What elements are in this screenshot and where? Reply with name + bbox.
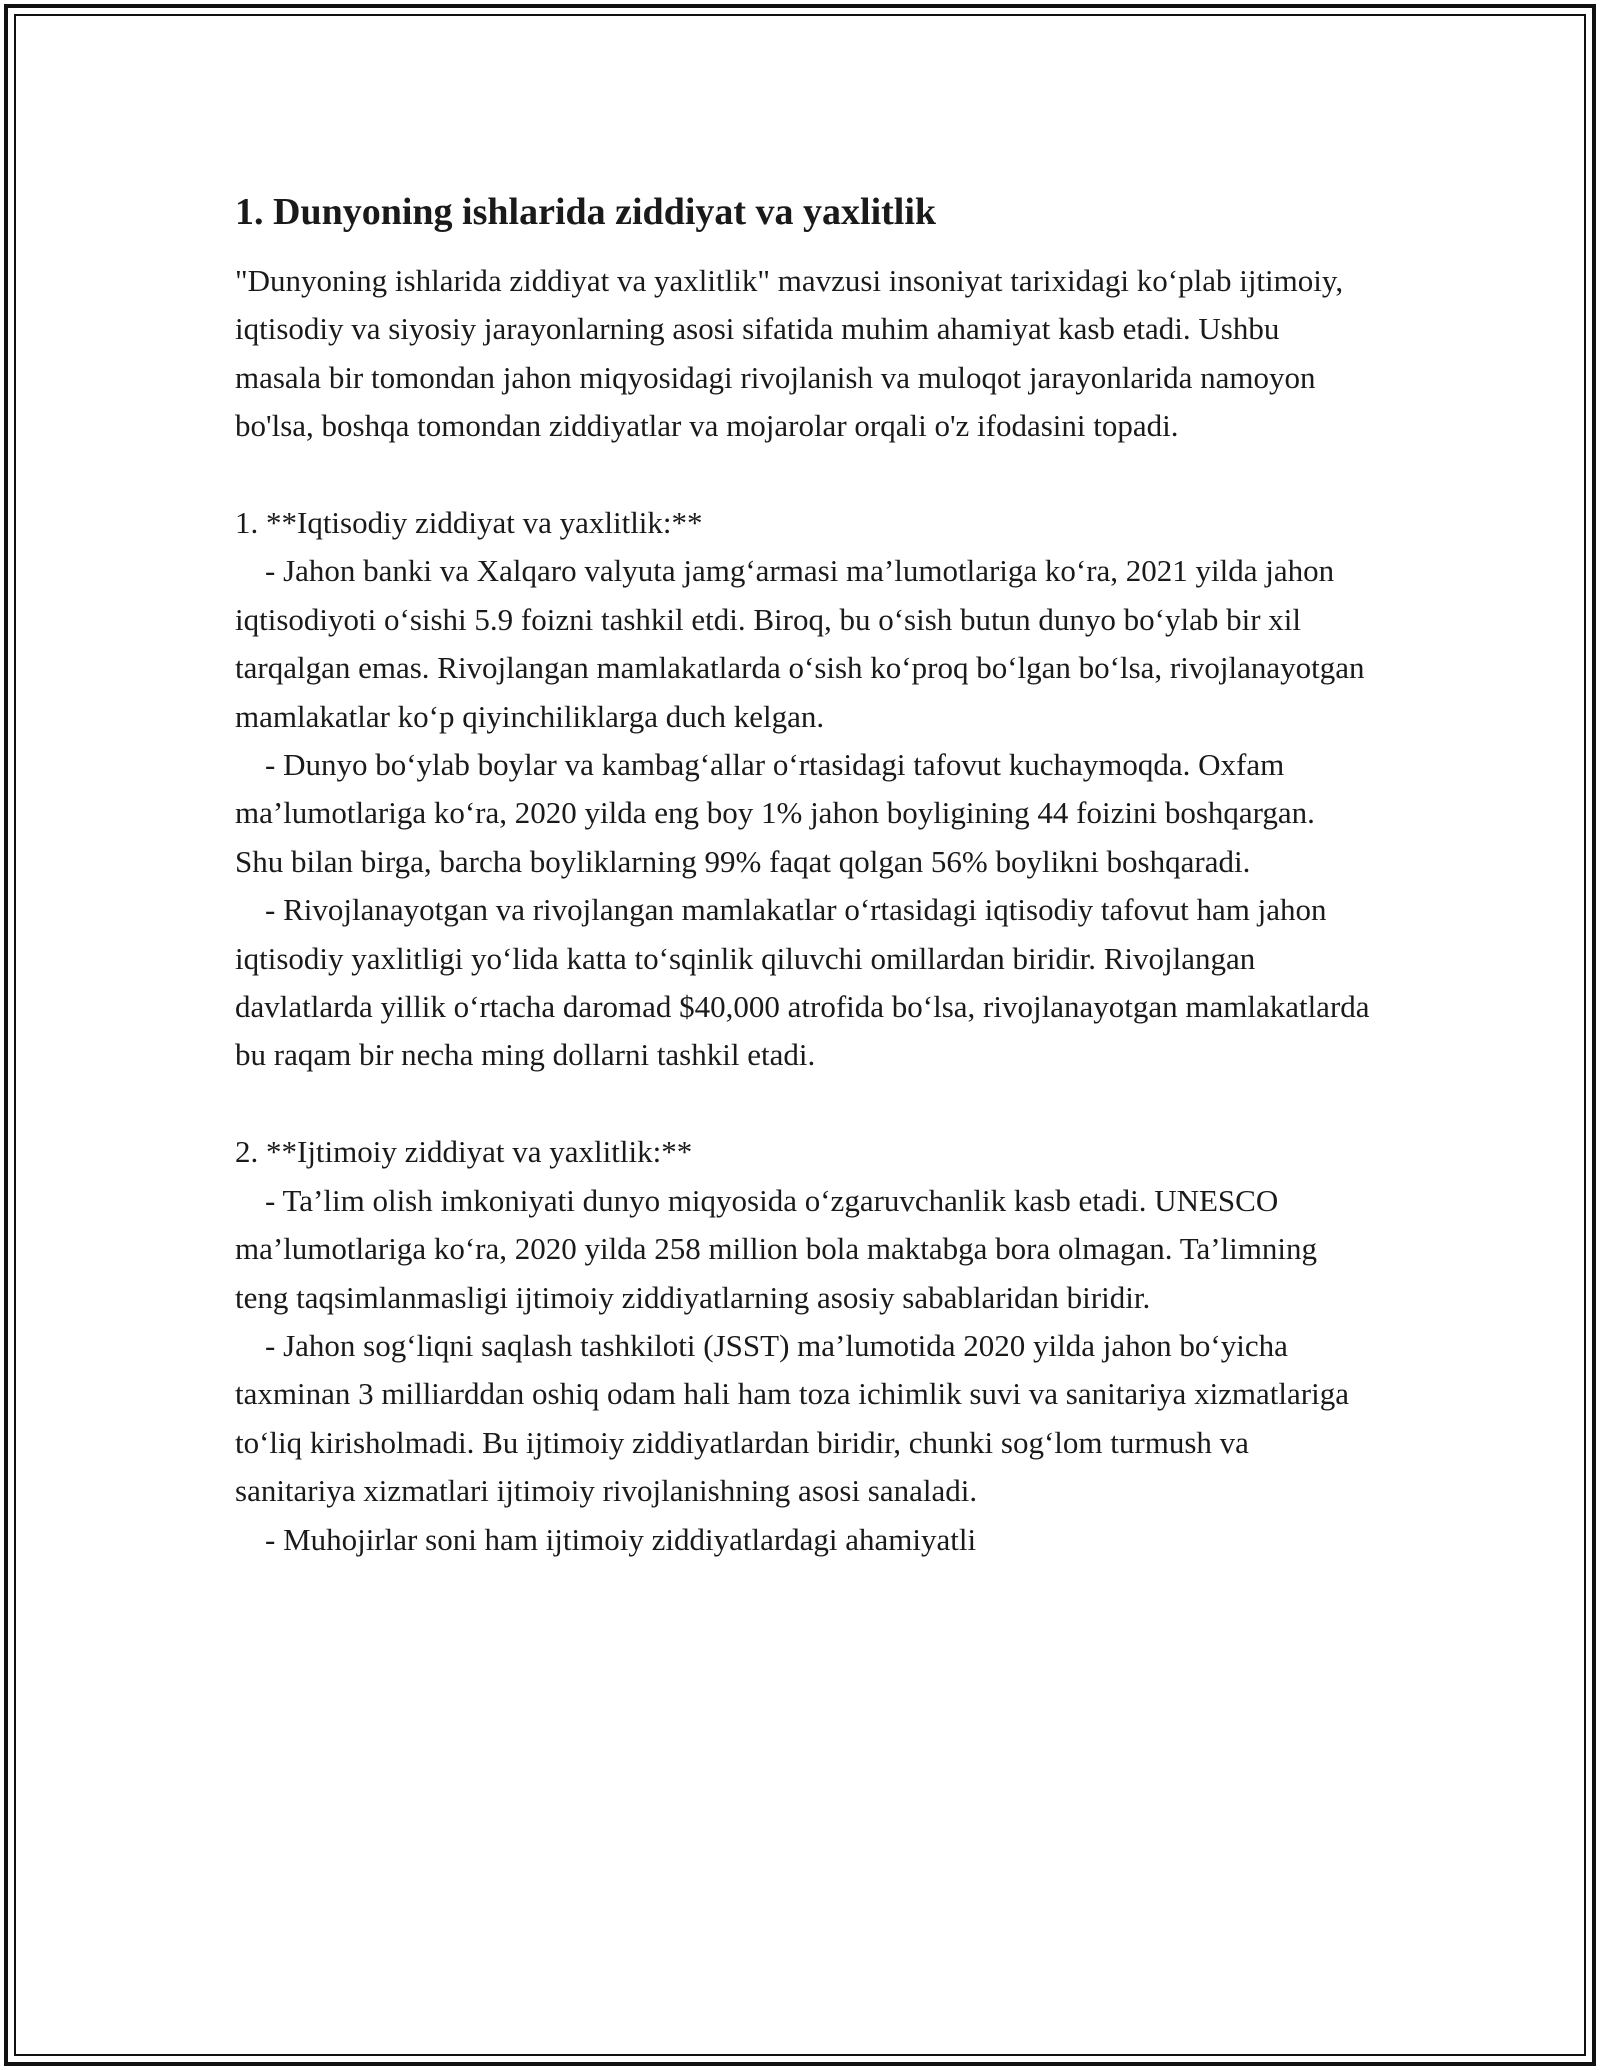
list-item: - Rivojlanayotgan va rivojlangan mamlakatlar o‘rtasidagi iqtisodiy tafovut ham jahon iqtisodiy yaxlitligi yo‘lida katta to‘sqinlik qiluvchi omillardan biridir. Rivojlangan davlatlarda yillik o‘rtacha daromad $40,000 atrofida bo‘lsa, rivojlanayotgan mamlakatlarda bu raqam bir necha ming dollarni tashkil etadi. (235, 892, 1370, 1073)
list-item: - Muhojirlar soni ham ijtimoiy ziddiyatlardagi ahamiyatli (265, 1521, 977, 1557)
list-item: - Ta’lim olish imkoniyati dunyo miqyosida o‘zgaruvchanlik kasb etadi. UNESCO ma’lumotlariga ko‘ra, 2020 yilda 258 million bola maktabga bora olmagan. Ta’limning teng taqsimlanmasligi ijtimoiy ziddiyatlarning asosiy sabablaridan biridir. (235, 1182, 1318, 1315)
list-item: - Dunyo bo‘ylab boylar va kambag‘allar o‘rtasidagi tafovut kuchaymoqda. Oxfam ma’lumotlariga ko‘ra, 2020 yilda eng boy 1% jahon boyligining 44 foizini boshqargan. Shu bilan birga, barcha boyliklarning 99% faqat qolgan 56% boylikni boshqaradi. (235, 747, 1315, 879)
list-item: - Jahon sog‘liqni saqlash tashkiloti (JSST) ma’lumotida 2020 yilda jahon bo‘yicha taxminan 3 milliarddan oshiq odam hali ham toza ichimlik suvi va sanitariya xizmatlariga to‘liq kirisholmadi. Bu ijtimoiy ziddiyatlardan biridir, chunki sog‘lom turmush va sanitariya xizmatlari ijtimoiy rivojlanishning asosi sanaladi. (235, 1327, 1349, 1509)
paragraph-spacer (235, 1080, 1370, 1128)
document-title: 1. Dunyoning ishlarida ziddiyat va yaxlitlik (235, 191, 937, 233)
section-heading-social: 2. **Ijtimoiy ziddiyat va yaxlitlik:** (235, 1134, 693, 1170)
intro-paragraph: "Dunyoning ishlarida ziddiyat va yaxlitlik" mavzusi insoniyat tarixidagi ko‘plab ijtimoiy, iqtisodiy va siyosiy jarayonlarning asosi sifatida muhim ahamiyat kasb etadi. Ushbu masala bir tomondan jahon miqyosidagi rivojlanish va muloqot jarayonlarida namoyon bo'lsa, boshqa tomondan ziddiyatlar va mojarolar orqali o'z ifodasini topadi. (235, 263, 1344, 444)
list-item: - Jahon banki va Xalqaro valyuta jamg‘armasi ma’lumotlariga ko‘ra, 2021 yilda jahon iqtisodiyoti o‘sishi 5.9 foizni tashkil etdi. Biroq, bu o‘sish butun dunyo bo‘ylab bir xil tarqalgan emas. Rivojlangan mamlakatlarda o‘sish ko‘proq bo‘lgan bo‘lsa, rivojlanayotgan mamlakatlar ko‘p qiyinchiliklarga duch kelgan. (235, 553, 1365, 734)
document-body (235, 185, 1370, 1564)
section-heading-economic: 1. **Iqtisodiy ziddiyat va yaxlitlik:** (235, 505, 703, 541)
paragraph-spacer (235, 451, 1370, 499)
